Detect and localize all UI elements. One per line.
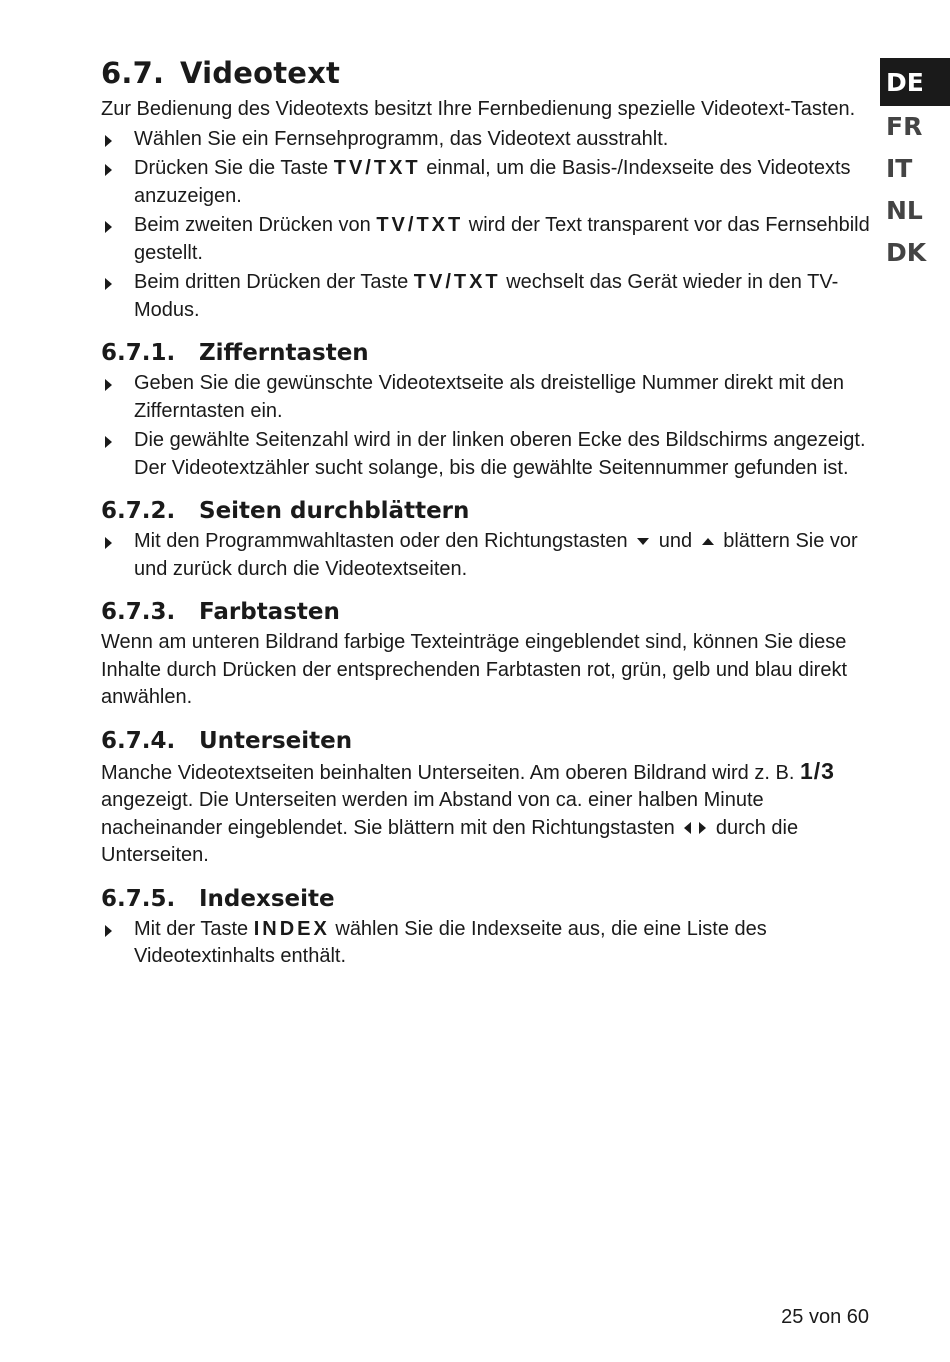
- list-item: Beim dritten Drücken der Taste TV/TXT wechselt das Gerät wieder in den TV-Modus.: [101, 269, 871, 324]
- bullet-arrow-icon: [105, 278, 112, 290]
- bullet-arrow-icon: [105, 925, 112, 937]
- subsection-number: 6.7.4.: [101, 727, 176, 754]
- subsection-number: 6.7.3.: [101, 599, 176, 625]
- subsection-heading: [101, 498, 871, 524]
- subsection-bullet-list: [101, 370, 871, 482]
- section-intro: Zur Bedienung des Videotexts besitzt Ihre Fernbedienung spezielle Videotext-Tasten.: [101, 98, 856, 120]
- subpage-example: 1/3: [799, 757, 835, 784]
- language-tab-nl: NL: [886, 196, 923, 225]
- section-number: 6.7.: [101, 56, 165, 90]
- subsection-bullet-list: [101, 528, 871, 583]
- language-tabs: [880, 58, 950, 274]
- list-item: Mit den Programmwahltasten oder den Richtungstasten und blättern Sie vor und zurück durch die Videotextseiten.: [101, 528, 871, 583]
- language-tab-dk: DK: [886, 238, 927, 267]
- bullet-arrow-icon: [105, 537, 112, 549]
- bullet-arrow-icon: [105, 379, 112, 391]
- subsection-title: Indexseite: [199, 885, 335, 912]
- bullet-arrow-icon: [105, 436, 112, 448]
- subsection-paragraph: Wenn am unteren Bildrand farbige Texteinträge eingeblendet sind, können Sie diese Inhalte durch Drücken der entsprechenden Farbtasten rot, grün, gelb und blau direkt anwählen.: [101, 631, 848, 708]
- subsection-title: Seiten durchblättern: [199, 498, 470, 524]
- arrow-down-icon: [637, 538, 649, 545]
- page-number: 25 von 60: [781, 1306, 869, 1328]
- subsection-heading: [101, 886, 871, 912]
- subsection-heading: [101, 728, 871, 754]
- arrow-left-icon: [684, 822, 691, 834]
- subsection-heading: [101, 340, 871, 366]
- bullet-arrow-icon: [105, 135, 112, 147]
- list-item: Wählen Sie ein Fernsehprogramm, das Videotext ausstrahlt.: [101, 126, 871, 154]
- list-item: Geben Sie die gewünschte Videotextseite als dreistellige Nummer direkt mit den Zifferntasten ein.: [101, 370, 871, 425]
- subsection-number: 6.7.1.: [101, 340, 176, 366]
- subsection-number: 6.7.5.: [101, 885, 176, 912]
- key-label: TV/TXT: [333, 157, 421, 179]
- subsection-number: 6.7.2.: [101, 498, 176, 524]
- language-tab-fr: FR: [886, 112, 923, 141]
- section-bullet-list: [101, 126, 871, 325]
- bullet-arrow-icon: [105, 221, 112, 233]
- subsection-title: Unterseiten: [199, 727, 353, 754]
- list-item: Die gewählte Seitenzahl wird in der linken oberen Ecke des Bildschirms angezeigt. Der Videotextzähler sucht solange, bis die gewählte Seitennummer gefunden ist.: [101, 427, 871, 482]
- bullet-arrow-icon: [105, 164, 112, 176]
- subsection-heading: [101, 599, 871, 625]
- page-content: [101, 56, 871, 973]
- section-heading: [101, 56, 871, 90]
- subsection-title: Farbtasten: [199, 599, 340, 625]
- subsection-paragraph: Manche Videotextseiten beinhalten Unterseiten. Am oberen Bildrand wird z. B. 1/3 angezeigt. Die Unterseiten werden im Abstand von ca. einer halben Minute nacheinander eingeblendet. Sie blättern mit den Richtungstasten durch die Unterseiten.: [101, 757, 835, 866]
- key-label: INDEX: [253, 917, 330, 940]
- arrow-up-icon: [702, 538, 714, 545]
- key-label: TV/TXT: [376, 214, 464, 236]
- language-tab-it: IT: [886, 154, 913, 183]
- arrow-right-icon: [699, 822, 706, 834]
- section-title: Videotext: [180, 56, 341, 90]
- subsection-bullet-list: [101, 916, 871, 971]
- subsection-title: Zifferntasten: [199, 340, 369, 366]
- list-item: Beim zweiten Drücken von TV/TXT wird der Text transparent vor das Fernsehbild gestellt.: [101, 212, 871, 267]
- language-tab-de: DE: [880, 58, 950, 106]
- list-item: Drücken Sie die Taste TV/TXT einmal, um die Basis-/Indexseite des Videotexts anzuzeigen.: [101, 155, 871, 210]
- list-item: Mit der Taste INDEX wählen Sie die Indexseite aus, die eine Liste des Videotextinhalts enthält.: [101, 916, 871, 971]
- key-label: TV/TXT: [413, 271, 501, 293]
